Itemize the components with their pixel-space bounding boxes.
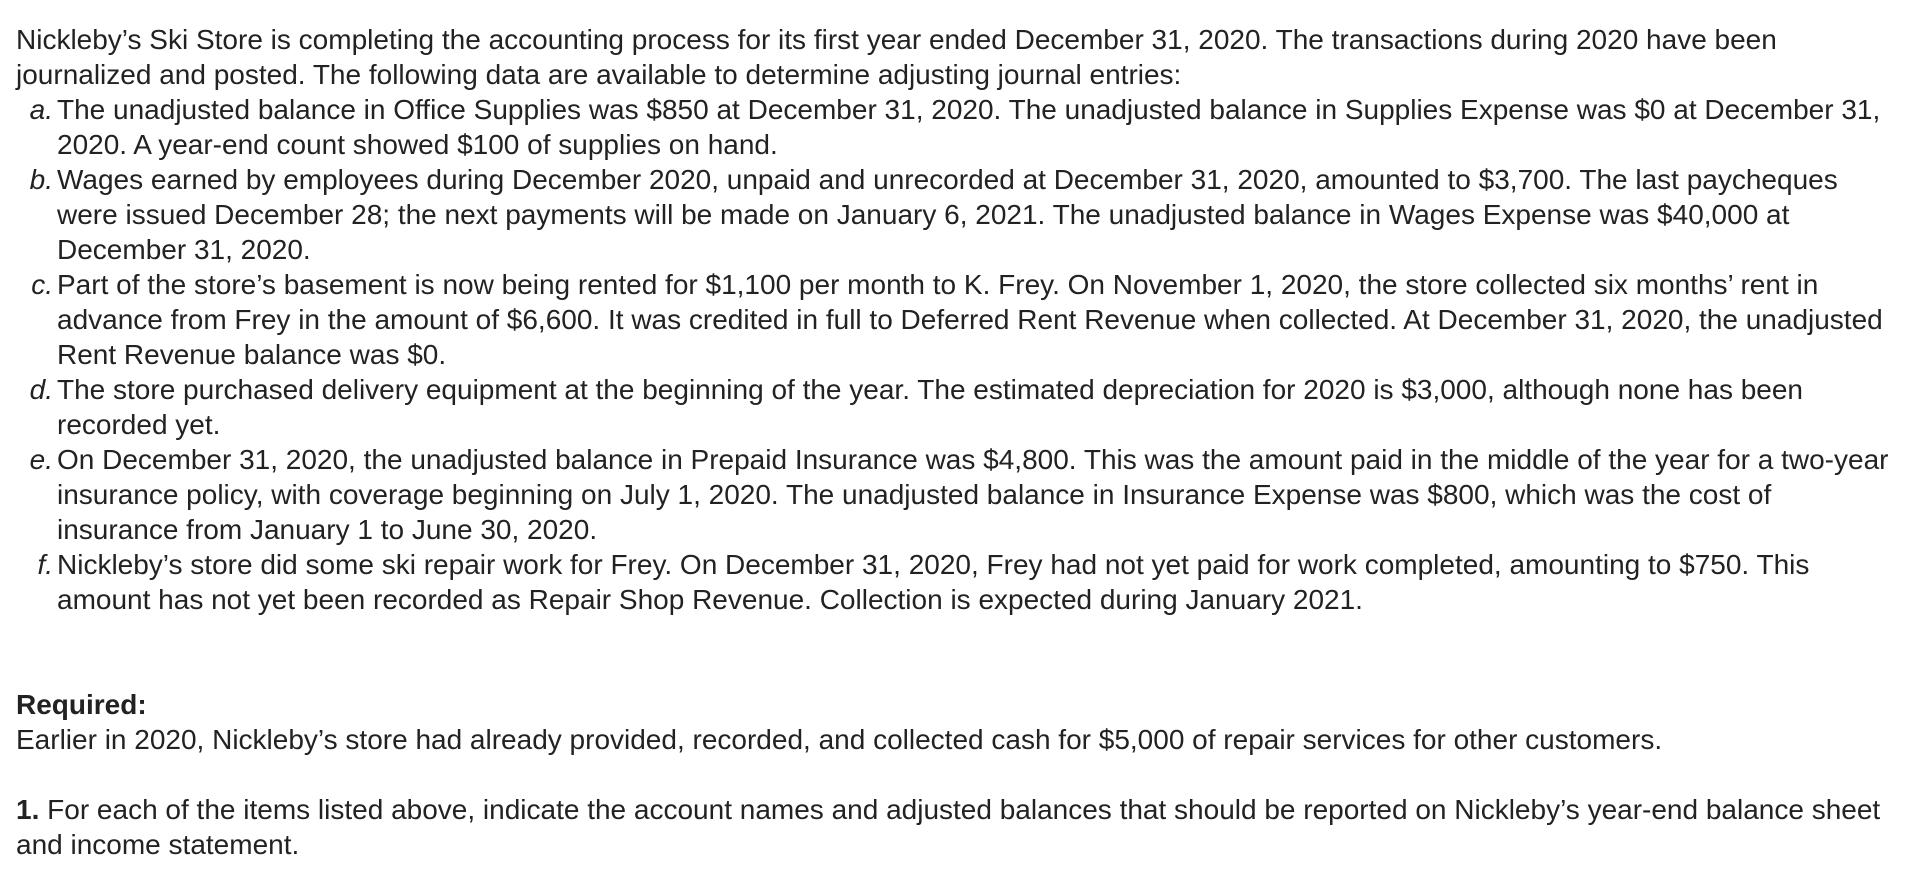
- adjustment-item-d: [16, 372, 1894, 442]
- adjustment-item-e: [16, 442, 1894, 547]
- question-1: [16, 792, 1894, 862]
- item-text: The unadjusted balance in Office Supplies was $850 at December 31, 2020. The unadjusted balance in Supplies Expense was $0 at December 31, 2020. A year-end count showed $100 of supplies on hand.: [57, 94, 1881, 160]
- question-number: 1.: [16, 794, 40, 825]
- item-text: On December 31, 2020, the unadjusted balance in Prepaid Insurance was $4,800. This was the amount paid in the middle of the year for a two-year insurance policy, with coverage beginning on July 1, 2020. The unadjusted balance in Insurance Expense was $800, which was the cost of insurance from January 1 to June 30, 2020.: [57, 444, 1889, 545]
- item-marker: a.: [29, 94, 53, 125]
- item-marker: e.: [29, 444, 53, 475]
- item-text: Part of the store’s basement is now being rented for $1,100 per month to K. Frey. On November 1, 2020, the store collected six months’ rent in advance from Frey in the amount of $6,600. It was credited in full to Deferred Rent Revenue when collected. At December 31, 2020, the unadjusted Rent Revenue balance was $0.: [57, 269, 1883, 370]
- item-marker: b.: [29, 164, 53, 195]
- adjustment-item-a: [16, 92, 1894, 162]
- adjustment-item-f: [16, 547, 1894, 617]
- problem-intro: Nickleby’s Ski Store is completing the accounting process for its first year ended December 31, 2020. The transactions during 2020 have been journalized and posted. The following data are available to determine adjusting journal entries:: [16, 24, 1777, 90]
- item-marker: c.: [31, 269, 53, 300]
- required-heading: Required:: [16, 689, 147, 720]
- item-text: Wages earned by employees during December 2020, unpaid and unrecorded at December 31, 2020, amounted to $3,700. The last paycheques were issued December 28; the next payments will be made on January 6, 2021. The unadjusted balance in Wages Expense was $40,000 at December 31, 2020.: [57, 164, 1838, 265]
- adjustment-item-c: [16, 267, 1894, 372]
- question-text: For each of the items listed above, indicate the account names and adjusted balances that should be reported on Nickleby’s year-end balance sheet and income statement.: [16, 794, 1881, 860]
- required-note: Earlier in 2020, Nickleby’s store had already provided, recorded, and collected cash for $5,000 of repair services for other customers.: [16, 724, 1663, 755]
- item-marker: d.: [29, 374, 53, 405]
- adjustment-item-list: [16, 92, 1894, 617]
- section-spacer: [16, 617, 1894, 687]
- item-marker: f.: [37, 549, 53, 580]
- item-text: The store purchased delivery equipment at the beginning of the year. The estimated depreciation for 2020 is $3,000, although none has been recorded yet.: [57, 374, 1804, 440]
- adjustment-item-b: [16, 162, 1894, 267]
- item-text: Nickleby’s store did some ski repair work for Frey. On December 31, 2020, Frey had not yet paid for work completed, amounting to $750. This amount has not yet been recorded as Repair Shop Revenue. Collection is expected during January 2021.: [57, 549, 1810, 615]
- paragraph-spacer: [16, 757, 1894, 792]
